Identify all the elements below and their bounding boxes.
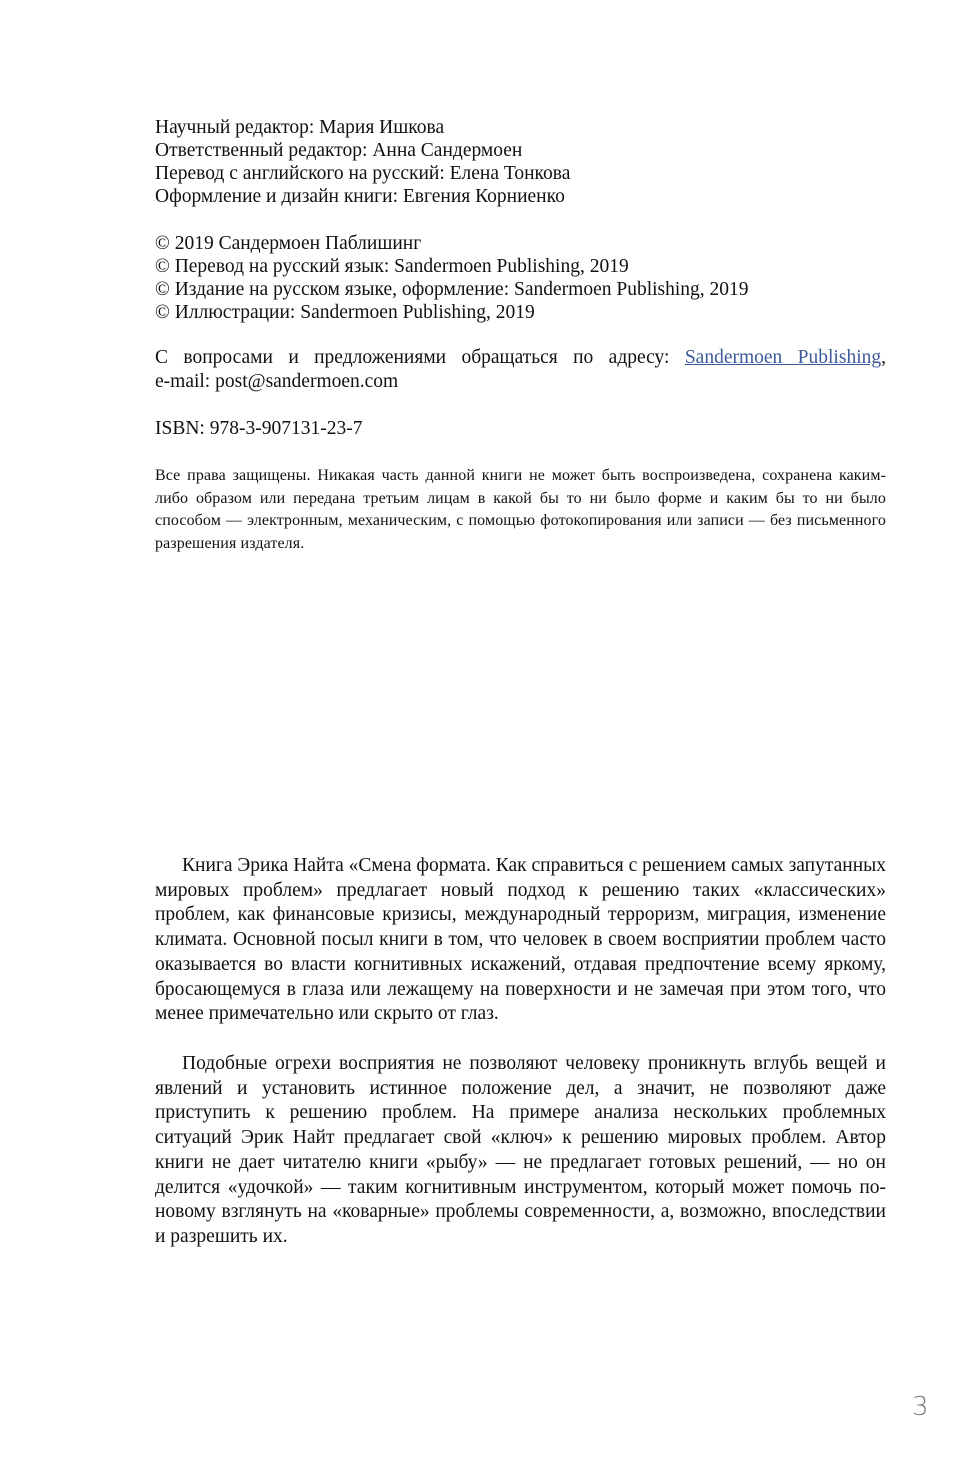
contact-prefix: С вопросами и предложениями обращаться по адресу:: [155, 347, 685, 368]
publisher-link[interactable]: Sandermoen Publishing: [684, 347, 882, 368]
credit-scientific-editor: Научный редактор: Мария Ишкова: [155, 117, 445, 138]
credits-block: [155, 116, 886, 208]
annotation-paragraph-1: [155, 854, 886, 1027]
credit-managing-editor: Ответственный редактор: Анна Сандермоен: [155, 140, 523, 161]
copyright-line: © Перевод на русский язык: Sandermoen Publishing, 2019: [155, 256, 629, 277]
credit-designer: Оформление и дизайн книги: Евгения Корниенко: [155, 186, 565, 207]
copyright-line: © Издание на русском языке, оформление: Sandermoen Publishing, 2019: [155, 279, 749, 300]
contact-link-suffix: ,: [881, 347, 886, 368]
credit-translator: Перевод с английского на русский: Елена Тонкова: [155, 163, 571, 184]
paragraph-text: Книга Эрика Найта «Смена формата. Как справиться с решением самых запутанных мировых проблем» предлагает новый подход к решению таких «классических» проблем, как финансовые кризисы, международный терроризм, миграция, изменение климата. Основной посыл книги в том, что человек в своем восприятии проблем часто оказывается во власти когнитивных искажений, отдавая предпочтение всему яркому, бросающемуся в глаза или лежащему на поверхности и не замечая при этом того, что менее примечательно или скрыто от глаз.: [155, 855, 886, 1025]
annotation-paragraph-2: [155, 1052, 886, 1250]
copyright-block: [155, 232, 886, 324]
contact-block: [155, 346, 886, 394]
paragraph-text: Подобные огрехи восприятия не позволяют человеку проникнуть вглубь вещей и явлений и установить истинное положение дел, а значит, не позволяют даже приступить к решению проблем. На примере анализа нескольких проблемных ситуаций Эрик Найт предлагает свой «ключ» к решению мировых проблем. Автор книги не дает читателю книги «рыбу» — не предлагает готовых решений, — но он делится «удочкой» — таким когнитивным инструментом, который может помочь по-новому взглянуть на «коварные» проблемы современности, а, возможно, впоследствии и разрешить их.: [155, 1053, 886, 1247]
isbn: ISBN: 978-3-907131-23-7: [155, 418, 363, 439]
page-number: 3: [912, 1392, 929, 1422]
rights-notice: Все права защищены. Никакая часть данной книги не может быть воспроизведена, сохранена каким-либо образом или передана третьим лицам в какой бы то ни было форме и каким бы то ни было способом — электронным, механическим, с помощью фотокопирования или записи — без письменного разрешения издателя.: [155, 467, 886, 552]
copyright-line: © Иллюстрации: Sandermoen Publishing, 2019: [155, 302, 535, 323]
contact-email: e-mail: post@sandermoen.com: [155, 371, 399, 392]
copyright-line: © 2019 Сандермоен Паблишинг: [155, 233, 422, 254]
contact-line: [155, 346, 886, 370]
